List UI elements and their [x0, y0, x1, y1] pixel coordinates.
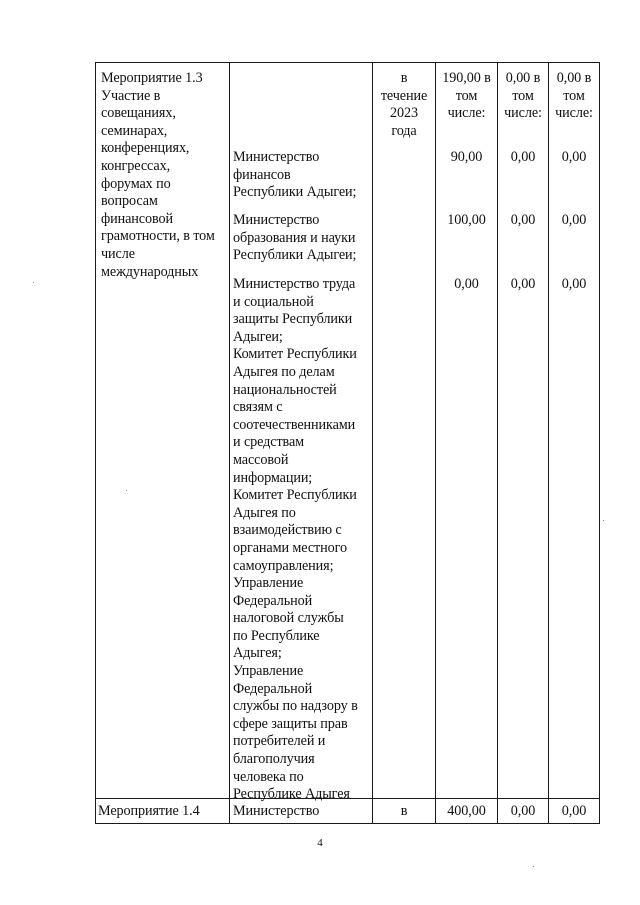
- amount-cell: 0,00: [561, 803, 587, 819]
- amount-cell: 0,00: [454, 276, 479, 292]
- amount-cell: 400,00: [447, 803, 486, 819]
- amount-cell: 0,00: [510, 149, 536, 165]
- table-border-bottom: [95, 823, 600, 824]
- amount-cell: 100,00: [447, 212, 486, 228]
- amount-cell: 0,00: [510, 276, 536, 292]
- executor-cell: Министерство образования и науки Республики Адыгеи;: [233, 212, 357, 264]
- activity-cell: Мероприятие 1.3 Участие в совещаниях, семинарах, конференциях, конгрессах, форумах по вопросам финансовой грамотности, в том числе международных: [101, 70, 215, 280]
- scan-speck: [603, 520, 604, 521]
- executor-cell: Министерство: [233, 803, 320, 819]
- activity-cell: Мероприятие 1.4: [98, 803, 200, 819]
- executor-cell: Министерство финансов Республики Адыгеи;: [233, 149, 357, 201]
- scan-speck: [533, 866, 534, 867]
- executor-cell: Министерство труда и социальной защиты Республики Адыгеи; Комитет Республики Адыгея по делам национальностей связям с соотечественниками и средствам массовой информации; Комитет Республики Адыгея по взаимодействию с органами местного самоуправления; Управление Федеральной налоговой службы по Республике Адыгея; Управление Федеральной службы по надзору в сфере защиты прав потребителей и благополучия человека по Республике Адыгея: [233, 276, 358, 803]
- amount-cell: 0,00: [510, 803, 536, 819]
- column-border: [95, 62, 96, 824]
- amount-cell: 90,00: [450, 149, 483, 165]
- scan-speck: [33, 282, 34, 283]
- amount-cell: 0,00: [561, 276, 587, 292]
- table-border-top: [95, 62, 600, 63]
- page-number: 4: [317, 837, 323, 849]
- total-value-cell: 0,00 в том числе:: [555, 70, 593, 122]
- column-border: [372, 62, 373, 824]
- column-border: [548, 62, 549, 824]
- amount-cell: 0,00: [561, 212, 587, 228]
- total-value-cell: 190,00 в том числе:: [442, 70, 491, 122]
- column-border: [229, 62, 230, 824]
- amount-cell: 0,00: [561, 149, 587, 165]
- scan-speck: [126, 490, 127, 491]
- column-border: [497, 62, 498, 824]
- column-border: [599, 62, 600, 824]
- column-border: [435, 62, 436, 824]
- total-value-cell: 0,00 в том числе:: [504, 70, 542, 122]
- term-cell: в течение 2023 года: [380, 70, 428, 139]
- amount-cell: 0,00: [510, 212, 536, 228]
- term-cell: в: [400, 803, 408, 819]
